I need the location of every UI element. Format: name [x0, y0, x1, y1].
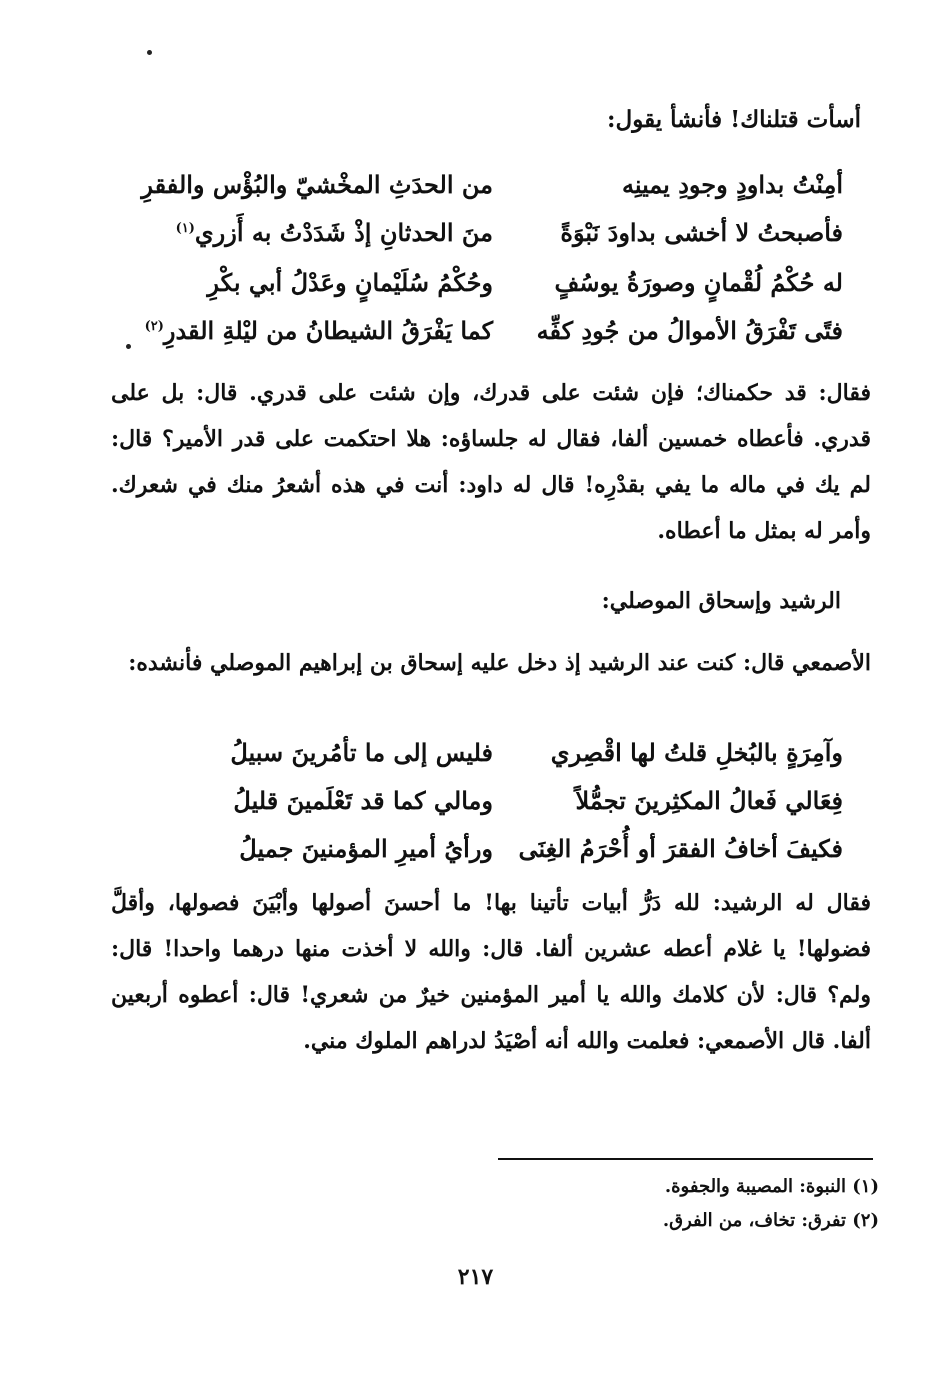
- verse-line: [108, 268, 843, 314]
- verse-second-hemistich: من الحدَثِ المخْشيّ والبُؤْس والفقرِ: [141, 170, 493, 199]
- verse-line: [108, 218, 843, 264]
- verse-first-hemistich: له حُكْمُ لُقْمانٍ وصورَةُ يوسُفٍ: [554, 268, 843, 297]
- verse-second-hemistich: فليس إلى ما تأمُرينَ سبيلُ: [230, 738, 493, 767]
- verse-line: [108, 834, 843, 880]
- paragraph-3: فقال له الرشيد: لله دَرُّ أبيات تأتينا بها! ما أحسنَ أصولها وأبْيَنَ فصولها، وأقلَّ فضولها! يا غلام أعطه عشرين ألفا. قال: والله لا أخذت منها درهما واحدا! قال: ولم؟ قال: لأن كلامك والله يا أمير المؤمنين خيرٌ من شعري! قال: أعطوه أربعين ألفا. قال الأصمعي: فعلمت والله أنه أصْيَدُ لدراهم الملوك مني.: [111, 890, 871, 1054]
- verse-first-hemistich: أمِنْتُ بداودٍ وجودِ يمينِه: [621, 170, 843, 199]
- verse-end-dot: [126, 344, 131, 349]
- verse-line: [108, 316, 843, 362]
- verse-second-hemistich: كما يَفْرَقُ الشيطانُ من ليْلةِ القدرِ$^{(٢)}$: [144, 316, 493, 345]
- footnote-1: (١) النبوة: المصيبة والجفوة.: [664, 1176, 879, 1197]
- verse-second-hemistich: منَ الحدثانِ إذْ شَدَدْتُ به أَزري$^{(١)}$: [175, 218, 493, 247]
- paragraph-2: الأصمعي قال: كنت عند الرشيد إذ دخل عليه إسحاق بن إبراهيم الموصلي فأنشده:: [128, 650, 871, 676]
- verse-second-hemistich: ورأيُ أميرِ المؤمنينَ جميلُ: [239, 834, 493, 863]
- footnote-marker: (٢): [144, 319, 164, 334]
- intro-line: أسأت قتلناك! فأنشأ يقول:: [607, 106, 861, 133]
- verse-first-hemistich: فِعَالي فَعالُ المكثِرينَ تجمُّلاً: [575, 786, 843, 815]
- paragraph-1: فقال: قد حكمناك؛ فإن شئت على قدرك، وإن شئت على قدري. قال: بل على قدري. فأعطاه خمسين ألفا، فقال له جلساؤه: هلا احتكمت على قدر الأمير؟ قال: لم يك في ماله ما يفي بقدْرِه! قال له داود: أنت في هذه أشعرُ منك في شعرك. وأمر له بمثل ما أعطاه.: [111, 380, 871, 544]
- verse-second-hemistich: وحُكْمُ سُلَيْمانٍ وعَدْلُ أبي بكْرِ: [207, 268, 493, 297]
- verse-second-hemistich: ومالي كما قد تَعْلَمينَ قليلُ: [233, 786, 493, 815]
- verse-first-hemistich: وآمِرَةٍ بالبُخلِ قلتُ لها اقْصِري: [550, 738, 843, 767]
- verse-first-hemistich: فكيفَ أخافُ الفقرَ أو أُحْرَمُ الغِنَى: [518, 834, 843, 863]
- verse-line: [108, 786, 843, 832]
- footnote-2: (٢) تفرق: تخاف، من الفرق.: [662, 1210, 879, 1231]
- footnote-marker: (١): [175, 221, 195, 236]
- section-heading: الرشيد وإسحاق الموصلي:: [601, 588, 841, 614]
- page-number: ٢١٧: [457, 1264, 494, 1290]
- verse-first-hemistich: فأصبحتُ لا أخشى بداودَ نَبْوَةً: [560, 218, 843, 247]
- footnote-divider: [498, 1158, 873, 1160]
- verse-line: [108, 738, 843, 784]
- verse-line: [108, 170, 843, 216]
- verse-first-hemistich: فتًى تَفْرَقُ الأموالُ من جُودِ كفِّه: [536, 316, 843, 345]
- scan-speck: [147, 50, 152, 55]
